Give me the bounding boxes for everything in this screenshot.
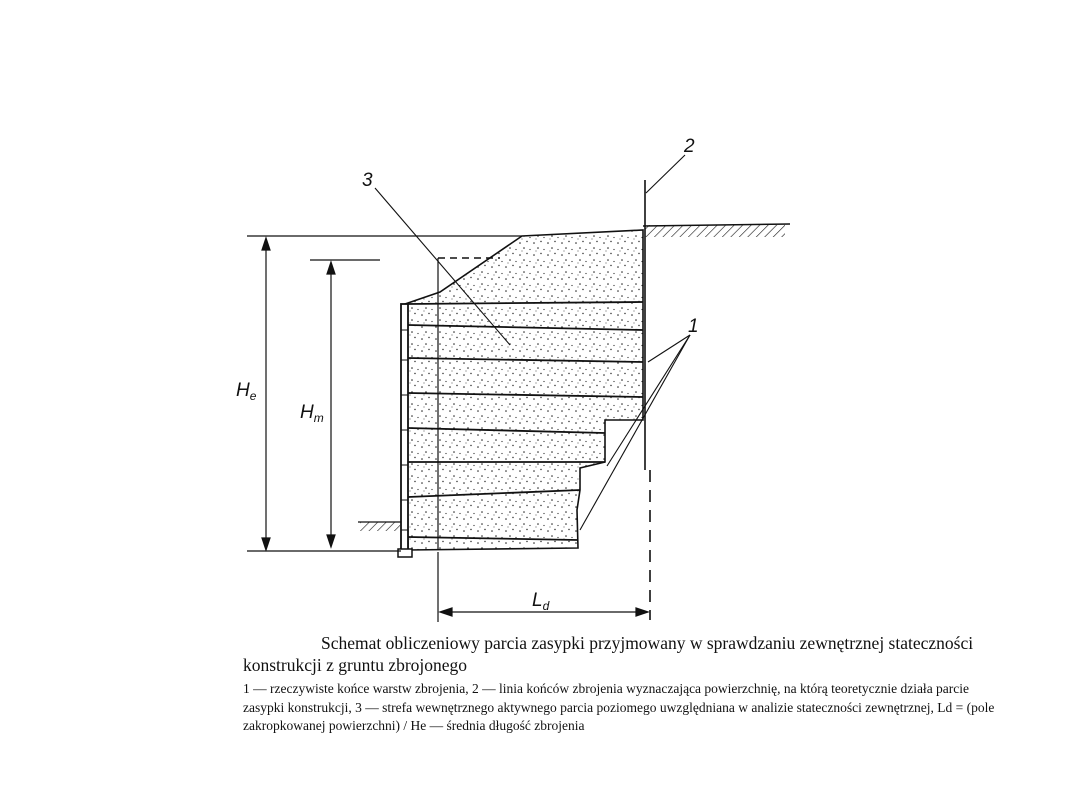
dimension-Hm: [327, 262, 335, 547]
dimension-He: [262, 238, 270, 550]
label-Hm: $H_m$: [300, 402, 324, 425]
ground-hatch-top: [645, 225, 785, 237]
callout-3: 3: [362, 170, 373, 191]
wall-facing: [401, 304, 408, 551]
reinforced-soil-body: [405, 230, 643, 550]
callout-2: 2: [684, 136, 695, 157]
label-Ld: $L_d$: [532, 590, 550, 613]
callout-1: 1: [688, 316, 699, 337]
facing-joints: [401, 330, 408, 530]
figure-caption-title: Schemat obliczeniowy parcia zasypki przyjmowany w sprawdzaniu zewnętrznej stateczności konstrukcji z gruntu zbrojonego: [243, 633, 974, 675]
label-He: $H_e$: [236, 380, 257, 403]
footing: [398, 549, 412, 557]
callout-2-leader: [646, 155, 685, 193]
ground-hatch-bottom: [360, 522, 400, 531]
figure-caption-legend: 1 — rzeczywiste końce warstw zbrojenia, 2 — linia końców zbrojenia wyznaczająca powierzchnię, na którą teoretycznie działa parcie zasypki konstrukcji, 3 — strefa wewnętrznego aktywnego parcia poziomego uwzględniana w analizie stateczności zewnętrznej, Ld = (pole zakropkowanej powierzchni) / He — średnia długość zbrojenia: [243, 681, 995, 733]
